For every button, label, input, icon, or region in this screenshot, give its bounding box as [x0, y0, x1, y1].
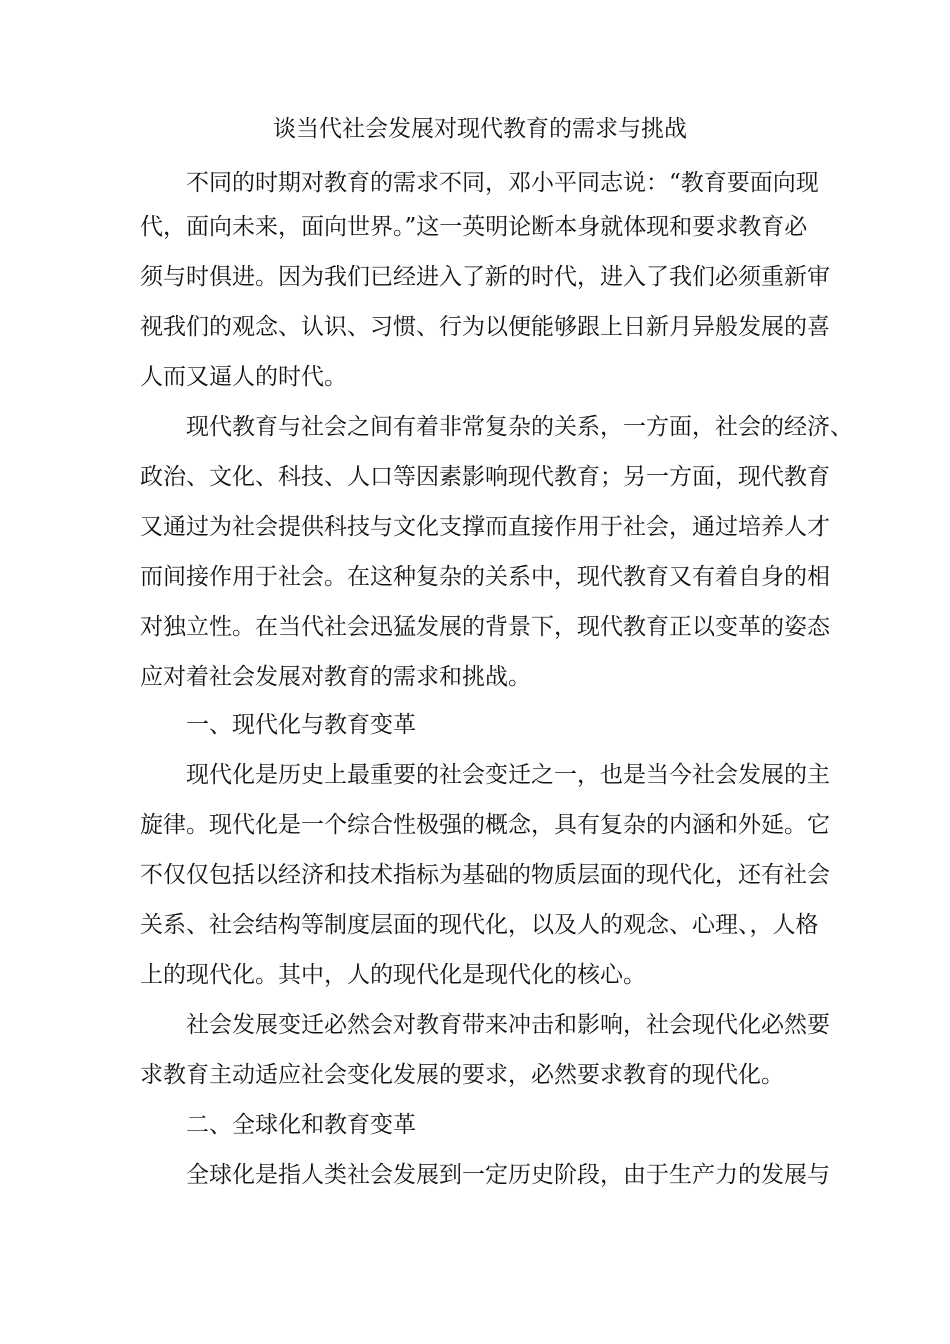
paragraph-line: 视我们的观念、认识、习惯、行为以便能够跟上日新月异般发展的喜: [140, 314, 830, 340]
paragraph-line: 现代教育与社会之间有着非常复杂的关系，一方面，社会的经济、: [186, 414, 853, 440]
paragraph-line: 而间接作用于社会。在这种复杂的关系中，现代教育又有着自身的相: [140, 564, 830, 590]
document-title: 谈当代社会发展对现代教育的需求与挑战: [273, 116, 687, 142]
section-heading: 一、现代化与教育变革: [186, 712, 416, 738]
paragraph-line: 求教育主动适应社会变化发展的要求，必然要求教育的现代化。: [140, 1062, 784, 1088]
paragraph-line: 现代化是历史上最重要的社会变迁之一，也是当今社会发展的主: [186, 762, 830, 788]
paragraph-line: 不仅仅包括以经济和技术指标为基础的物质层面的现代化，还有社会: [140, 862, 830, 888]
paragraph-line: 不同的时期对教育的需求不同，邓小平同志说：“教育要面向现: [186, 170, 819, 196]
paragraph-line: 人而又逼人的时代。: [140, 364, 347, 390]
paragraph-line: 上的现代化。其中，人的现代化是现代化的核心。: [140, 962, 646, 988]
paragraph-line: 代，面向未来，面向世界。”这一英明论断本身就体现和要求教育必: [140, 214, 808, 240]
paragraph-line: 关系、社会结构等制度层面的现代化，以及人的观念、心理、，人格: [140, 912, 819, 938]
paragraph-line: 对独立性。在当代社会迅猛发展的背景下，现代教育正以变革的姿态: [140, 614, 830, 640]
paragraph-line: 须与时俱进。因为我们已经进入了新的时代，进入了我们必须重新审: [140, 264, 830, 290]
paragraph-line: 全球化是指人类社会发展到一定历史阶段，由于生产力的发展与: [186, 1162, 830, 1188]
paragraph-line: 政治、文化、科技、人口等因素影响现代教育；另一方面，现代教育: [140, 464, 830, 490]
paragraph-line: 应对着社会发展对教育的需求和挑战。: [140, 664, 531, 690]
paragraph-line: 又通过为社会提供科技与文化支撑而直接作用于社会，通过培养人才: [140, 514, 830, 540]
section-heading: 二、全球化和教育变革: [186, 1112, 416, 1138]
paragraph-line: 旋律。现代化是一个综合性极强的概念，具有复杂的内涵和外延。它: [140, 812, 830, 838]
paragraph-line: 社会发展变迁必然会对教育带来冲击和影响，社会现代化必然要: [186, 1012, 830, 1038]
